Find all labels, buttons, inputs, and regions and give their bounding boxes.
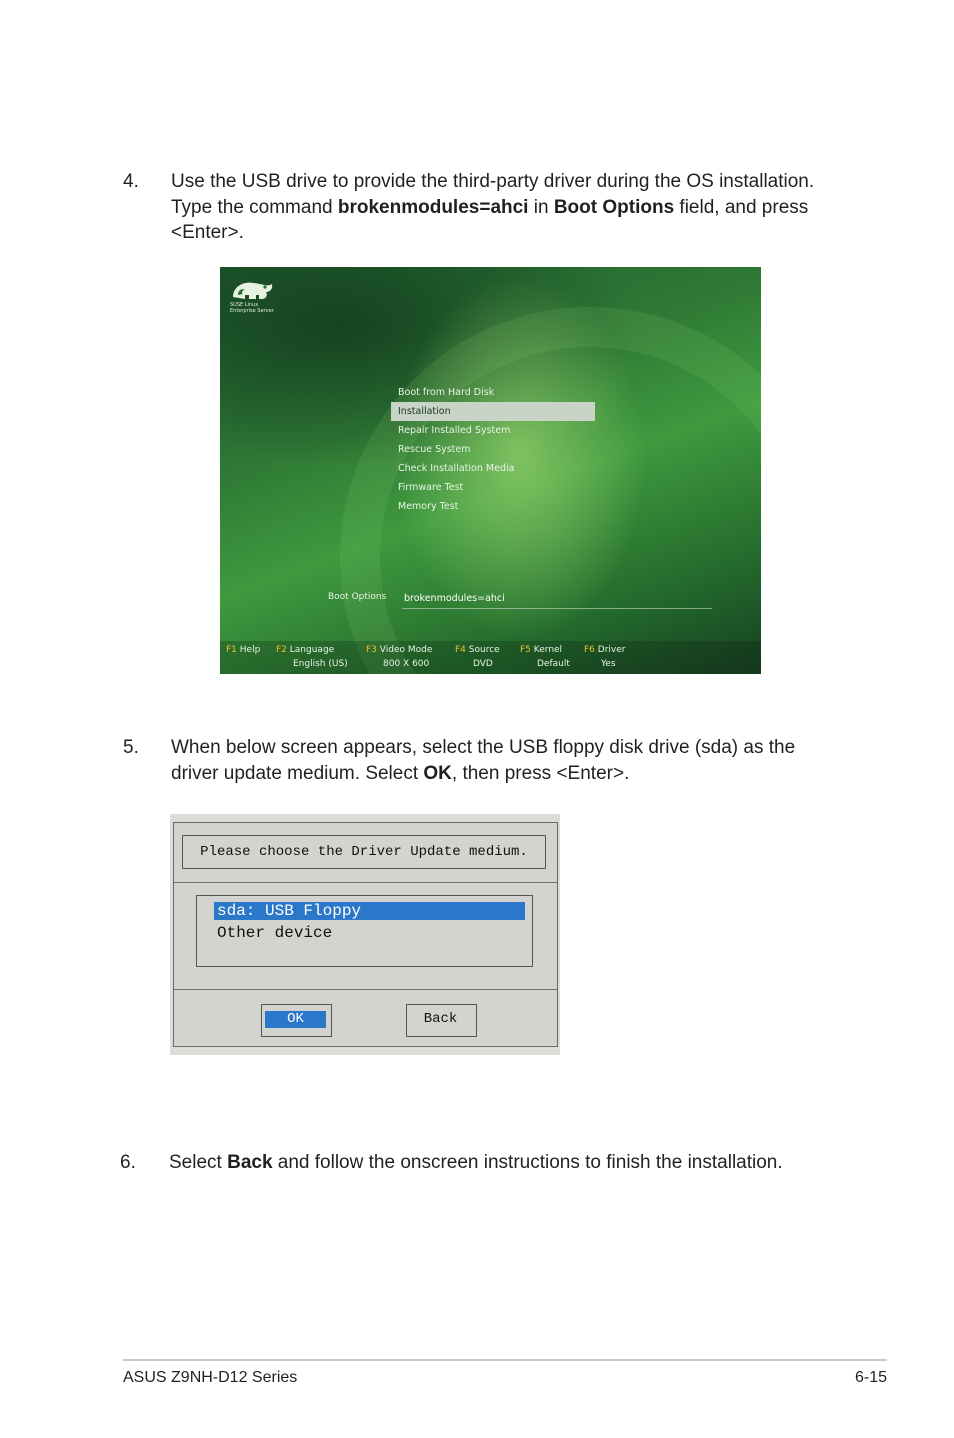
command-text: brokenmodules=ahci [337, 196, 529, 218]
step-text-line: Select Back and follow the onscreen instructions to finish the installation. [169, 1152, 783, 1173]
function-key-bar [220, 641, 761, 674]
step-text-line: Type the command brokenmodules=ahci in Boot Options field, and press [171, 196, 809, 218]
step-number: 6. [120, 1152, 136, 1173]
ok-text: OK [423, 762, 452, 784]
dialog-title: Please choose the Driver Update medium. [182, 835, 546, 869]
driver-update-dialog-screenshot [170, 814, 560, 1055]
step-number: 5. [123, 737, 139, 758]
step-text-line: <Enter>. [171, 222, 244, 243]
boot-options-label: Boot Options [328, 592, 387, 602]
fkey-kernel[interactable]: F5 Kernel [520, 645, 563, 655]
boot-menu [391, 383, 595, 516]
driver-medium-list[interactable] [196, 895, 533, 967]
fkey-language-value: English (US) [293, 659, 348, 669]
footer-rule [123, 1359, 887, 1361]
list-item-selected[interactable]: sda: USB Floppy [214, 902, 525, 920]
step-text-line: When below screen appears, select the USB floppy disk drive (sda) as the [171, 737, 796, 758]
step-4 [123, 169, 843, 249]
ok-button[interactable]: OK [261, 1004, 332, 1037]
fkey-video-mode[interactable]: F3 Video Mode [366, 645, 433, 655]
boot-menu-item[interactable]: Firmware Test [398, 482, 464, 493]
fkey-source[interactable]: F4 Source [455, 645, 500, 655]
fkey-driver-value: Yes [601, 659, 616, 669]
list-item[interactable]: Other device [217, 924, 333, 942]
fkey-driver[interactable]: F6 Driver [584, 645, 626, 655]
step-5 [123, 735, 843, 789]
dialog-frame [173, 822, 558, 1047]
fkey-help[interactable]: F1 Help [226, 645, 261, 655]
fkey-source-value: DVD [473, 659, 493, 669]
page-number: 6-15 [854, 1369, 887, 1386]
boot-options-input[interactable]: brokenmodules=ahci [404, 593, 505, 604]
back-button[interactable]: Back [406, 1004, 477, 1037]
step-text-line: driver update medium. Select OK, then press <Enter>. [171, 762, 630, 784]
fkey-kernel-value: Default [537, 659, 570, 669]
step-6 [120, 1150, 840, 1178]
fkey-video-mode-value: 800 X 600 [383, 659, 430, 669]
boot-menu-item[interactable]: Repair Installed System [398, 425, 511, 436]
boot-options-underline [402, 608, 712, 609]
fkey-language[interactable]: F2 Language [276, 645, 335, 655]
field-name-text: Boot Options [553, 196, 675, 218]
boot-screen-screenshot [220, 267, 761, 674]
boot-menu-item[interactable]: Check Installation Media [398, 463, 515, 474]
boot-menu-item[interactable]: Boot from Hard Disk [398, 387, 495, 398]
logo-text: SUSE Linux Enterprise Server [230, 302, 274, 314]
divider [174, 882, 557, 883]
footer-product-name: ASUS Z9NH-D12 Series [123, 1369, 298, 1386]
back-text: Back [227, 1152, 273, 1173]
boot-menu-item-selected[interactable]: Installation [391, 402, 595, 421]
step-number: 4. [123, 171, 139, 192]
divider [174, 989, 557, 990]
boot-menu-item[interactable]: Memory Test [398, 501, 459, 512]
boot-menu-item[interactable]: Rescue System [398, 444, 471, 455]
step-text-line: Use the USB drive to provide the third-party driver during the OS installation. [171, 171, 815, 192]
